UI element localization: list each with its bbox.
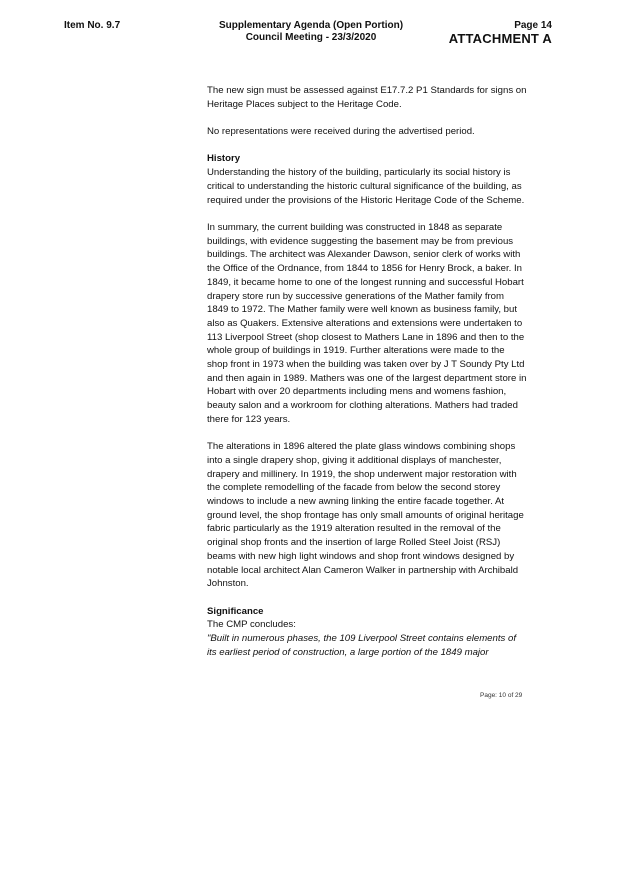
item-number: Item No. 9.7	[64, 20, 121, 31]
paragraph-history-intro: Understanding the history of the building, particularly its social history is critical to understanding the historic cultural significance of the building, as required under the provisions of the Historic Heritage Code of the Scheme.	[207, 167, 525, 206]
paragraph-cmp-concludes: The CMP concludes:	[207, 619, 296, 631]
agenda-title-line2: Council Meeting - 23/3/2020	[245, 32, 377, 43]
paragraph-history-summary: In summary, the current building was constructed in 1848 as separate buildings, with evidence suggesting the basement may be from previous buildings. The architect was Alexander Dawson, senior clerk of works with the Office of the Ordnance, from 1844 to 1856 for Henry Brock, a baker. In 1849, it became home to one of the longest running and successful Hobart drapery store run by successive generations of the Mather family from 1849 to 1972. The Mather family were well known as business family, but also as Quakers. Extensive alterations and extensions were undertaken to 113 Liverpool Street (shop closest to Mathers Lane in 1896 and then to the whole group of buildings in 1919. Further alterations were made to the shop front in 1973 when the building was taken over by J T Soundy Pty Ltd and then again in 1989. Mathers was one of the largest department store in Hobart with over 20 departments including mens and womens fashion, beauty salon and a workroom for clothing alterations. Mathers had traded there for 123 years.	[207, 221, 527, 425]
section-heading-history: History	[207, 153, 241, 165]
section-heading-significance: Significance	[207, 605, 264, 617]
page-number: Page 14	[514, 20, 552, 31]
agenda-title-line1: Supplementary Agenda (Open Portion)	[218, 20, 404, 31]
paragraph-representations: No representations were received during the advertised period.	[207, 126, 475, 138]
cmp-quote: "Built in numerous phases, the 109 Liverpool Street contains elements of its earliest period of construction, a large portion of the 1849 major	[207, 633, 516, 658]
paragraph-sign-assessment: The new sign must be assessed against E17.7.2 P1 Standards for signs on Heritage Places subject to the Heritage Code.	[207, 85, 527, 110]
document-body	[207, 84, 527, 659]
paragraph-alterations: The alterations in 1896 altered the plate glass windows combining shops into a single drapery shop, giving it additional displays of manchester, drapery and millinery. In 1919, the shop underwent major restoration with the complete remodelling of the facade from below the second storey windows to include a new awning linking the entire facade together. At ground level, the shop frontage has only small amounts of original heritage fabric particularly as the 1919 alteration resulted in the removal of the original shop fronts and the insertion of large Rolled Steel Joist (RSJ) beams with new high light windows and shop front windows designed by notable local architect Alan Cameron Walker in partnership with Archibald Johnston.	[207, 441, 524, 590]
page-footer: Page: 10 of 29	[480, 692, 523, 699]
attachment-label: ATTACHMENT A	[448, 31, 552, 46]
page-header-right	[449, 20, 552, 46]
